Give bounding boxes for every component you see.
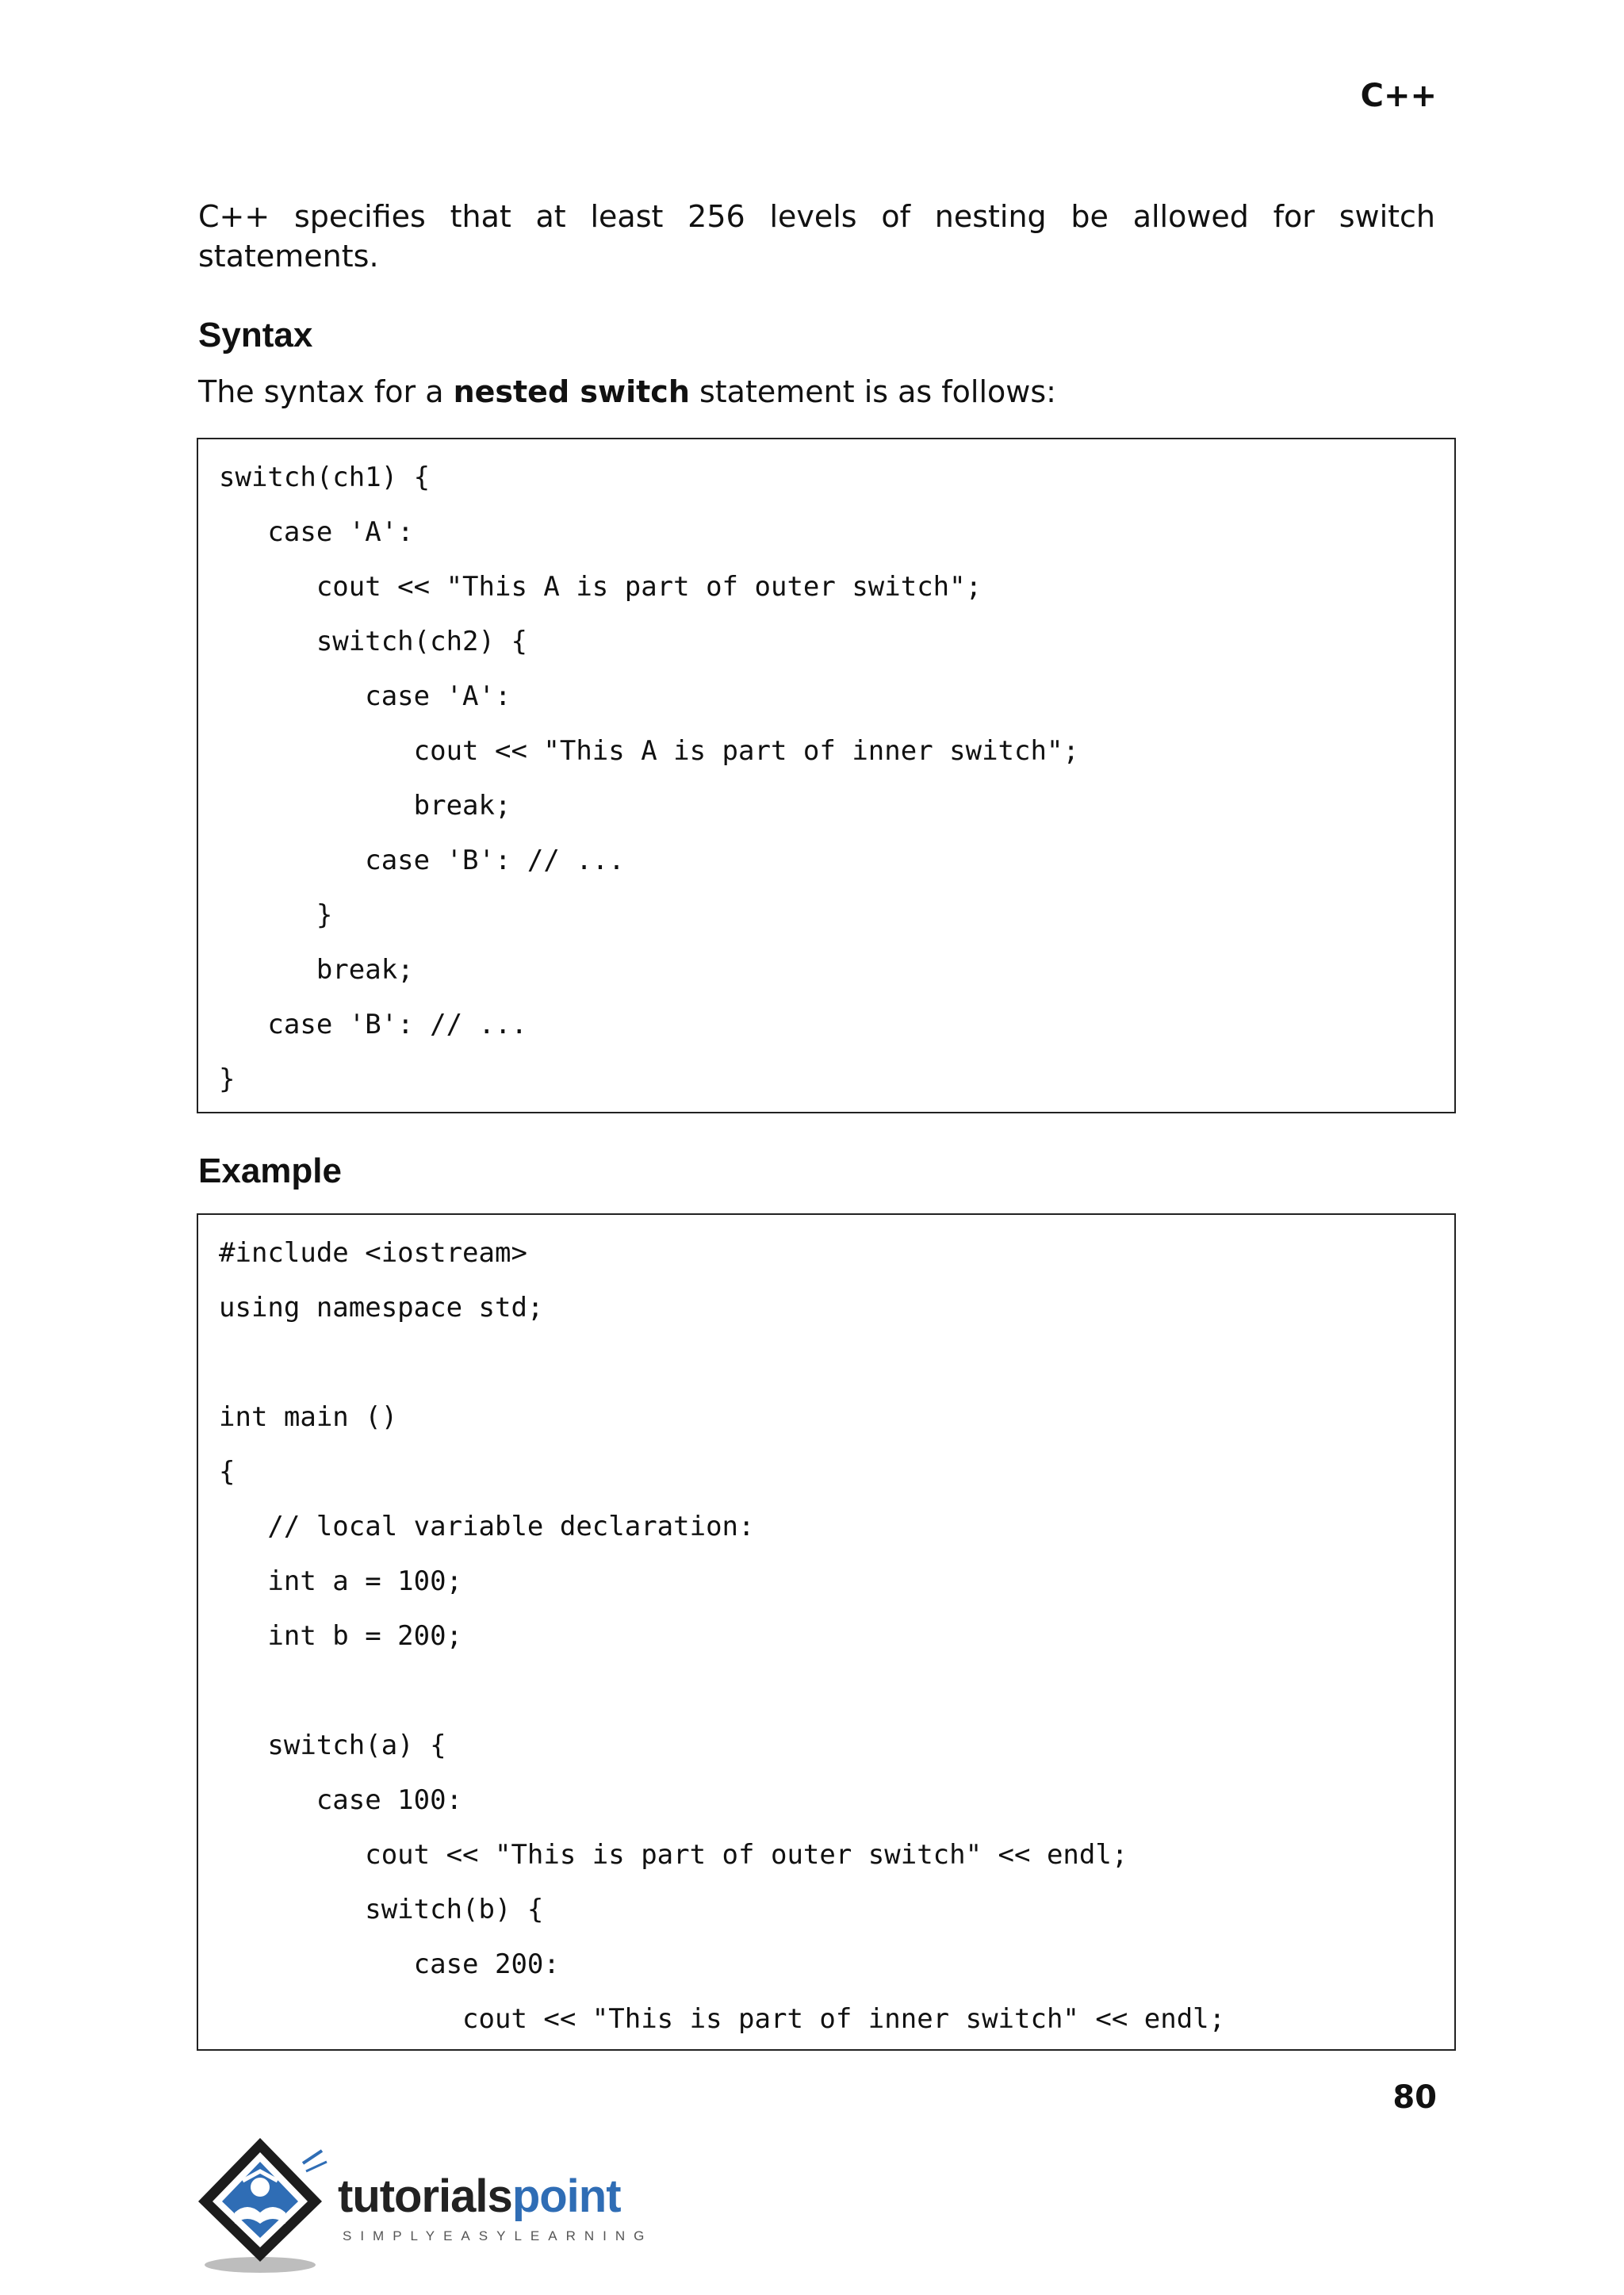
tutorialspoint-logo (195, 2135, 687, 2278)
code-line: switch(ch1) { (219, 462, 431, 493)
code-line: int b = 200; (219, 1620, 463, 1652)
logo-word-point: point (511, 2170, 621, 2222)
code-line: case 'A': (219, 516, 414, 548)
code-line: cout << "This is part of inner switch" << endl; (219, 2003, 1226, 2035)
syntax-text-before: The syntax for a (198, 374, 454, 409)
code-line: // local variable declaration: (219, 1511, 755, 1542)
example-heading: Example (198, 1151, 342, 1190)
code-line (219, 1343, 1454, 1398)
code-line: cout << "This is part of outer switch" << endl; (219, 1839, 1128, 1871)
code-line: break; (219, 790, 511, 822)
code-line: case 100: (219, 1784, 463, 1816)
code-line: case 'B': // ... (219, 1009, 527, 1040)
code-line: int a = 100; (219, 1565, 463, 1597)
code-line: } (219, 899, 333, 931)
code-line: } (219, 1063, 236, 1095)
logo-word-tutorials: tutorials (338, 2170, 512, 2222)
syntax-heading: Syntax (198, 316, 313, 354)
code-line: case 200: (219, 1948, 560, 1980)
page-header-title: C++ (1360, 78, 1437, 114)
code-line: switch(b) { (219, 1894, 544, 1925)
code-line: switch(a) { (219, 1730, 446, 1761)
syntax-code-block (197, 438, 1456, 1113)
code-line: break; (219, 954, 414, 986)
code-line: cout << "This A is part of outer switch"; (219, 571, 982, 603)
code-line: using namespace std; (219, 1292, 544, 1324)
code-line: #include <iostream> (219, 1237, 527, 1269)
syntax-description (198, 374, 1056, 409)
logo-wordmark (338, 2170, 621, 2223)
code-line: switch(ch2) { (219, 626, 527, 657)
code-line: int main () (219, 1401, 398, 1433)
code-line (219, 1672, 1454, 1726)
code-line: { (219, 1456, 236, 1488)
logo-mark-icon (195, 2135, 346, 2278)
logo-tagline: SIMPLYEASYLEARNING (343, 2228, 653, 2243)
intro-paragraph: C++ specifies that at least 256 levels of nesting be allowed for switch statements. (198, 199, 1435, 274)
syntax-text-bold: nested switch (453, 374, 690, 409)
syntax-text-after: statement is as follows: (689, 374, 1056, 409)
example-code-block (197, 1213, 1456, 2051)
page-number: 80 (1392, 2079, 1437, 2116)
code-line: case 'A': (219, 680, 511, 712)
code-line: case 'B': // ... (219, 845, 625, 876)
code-line: cout << "This A is part of inner switch"; (219, 735, 1079, 767)
